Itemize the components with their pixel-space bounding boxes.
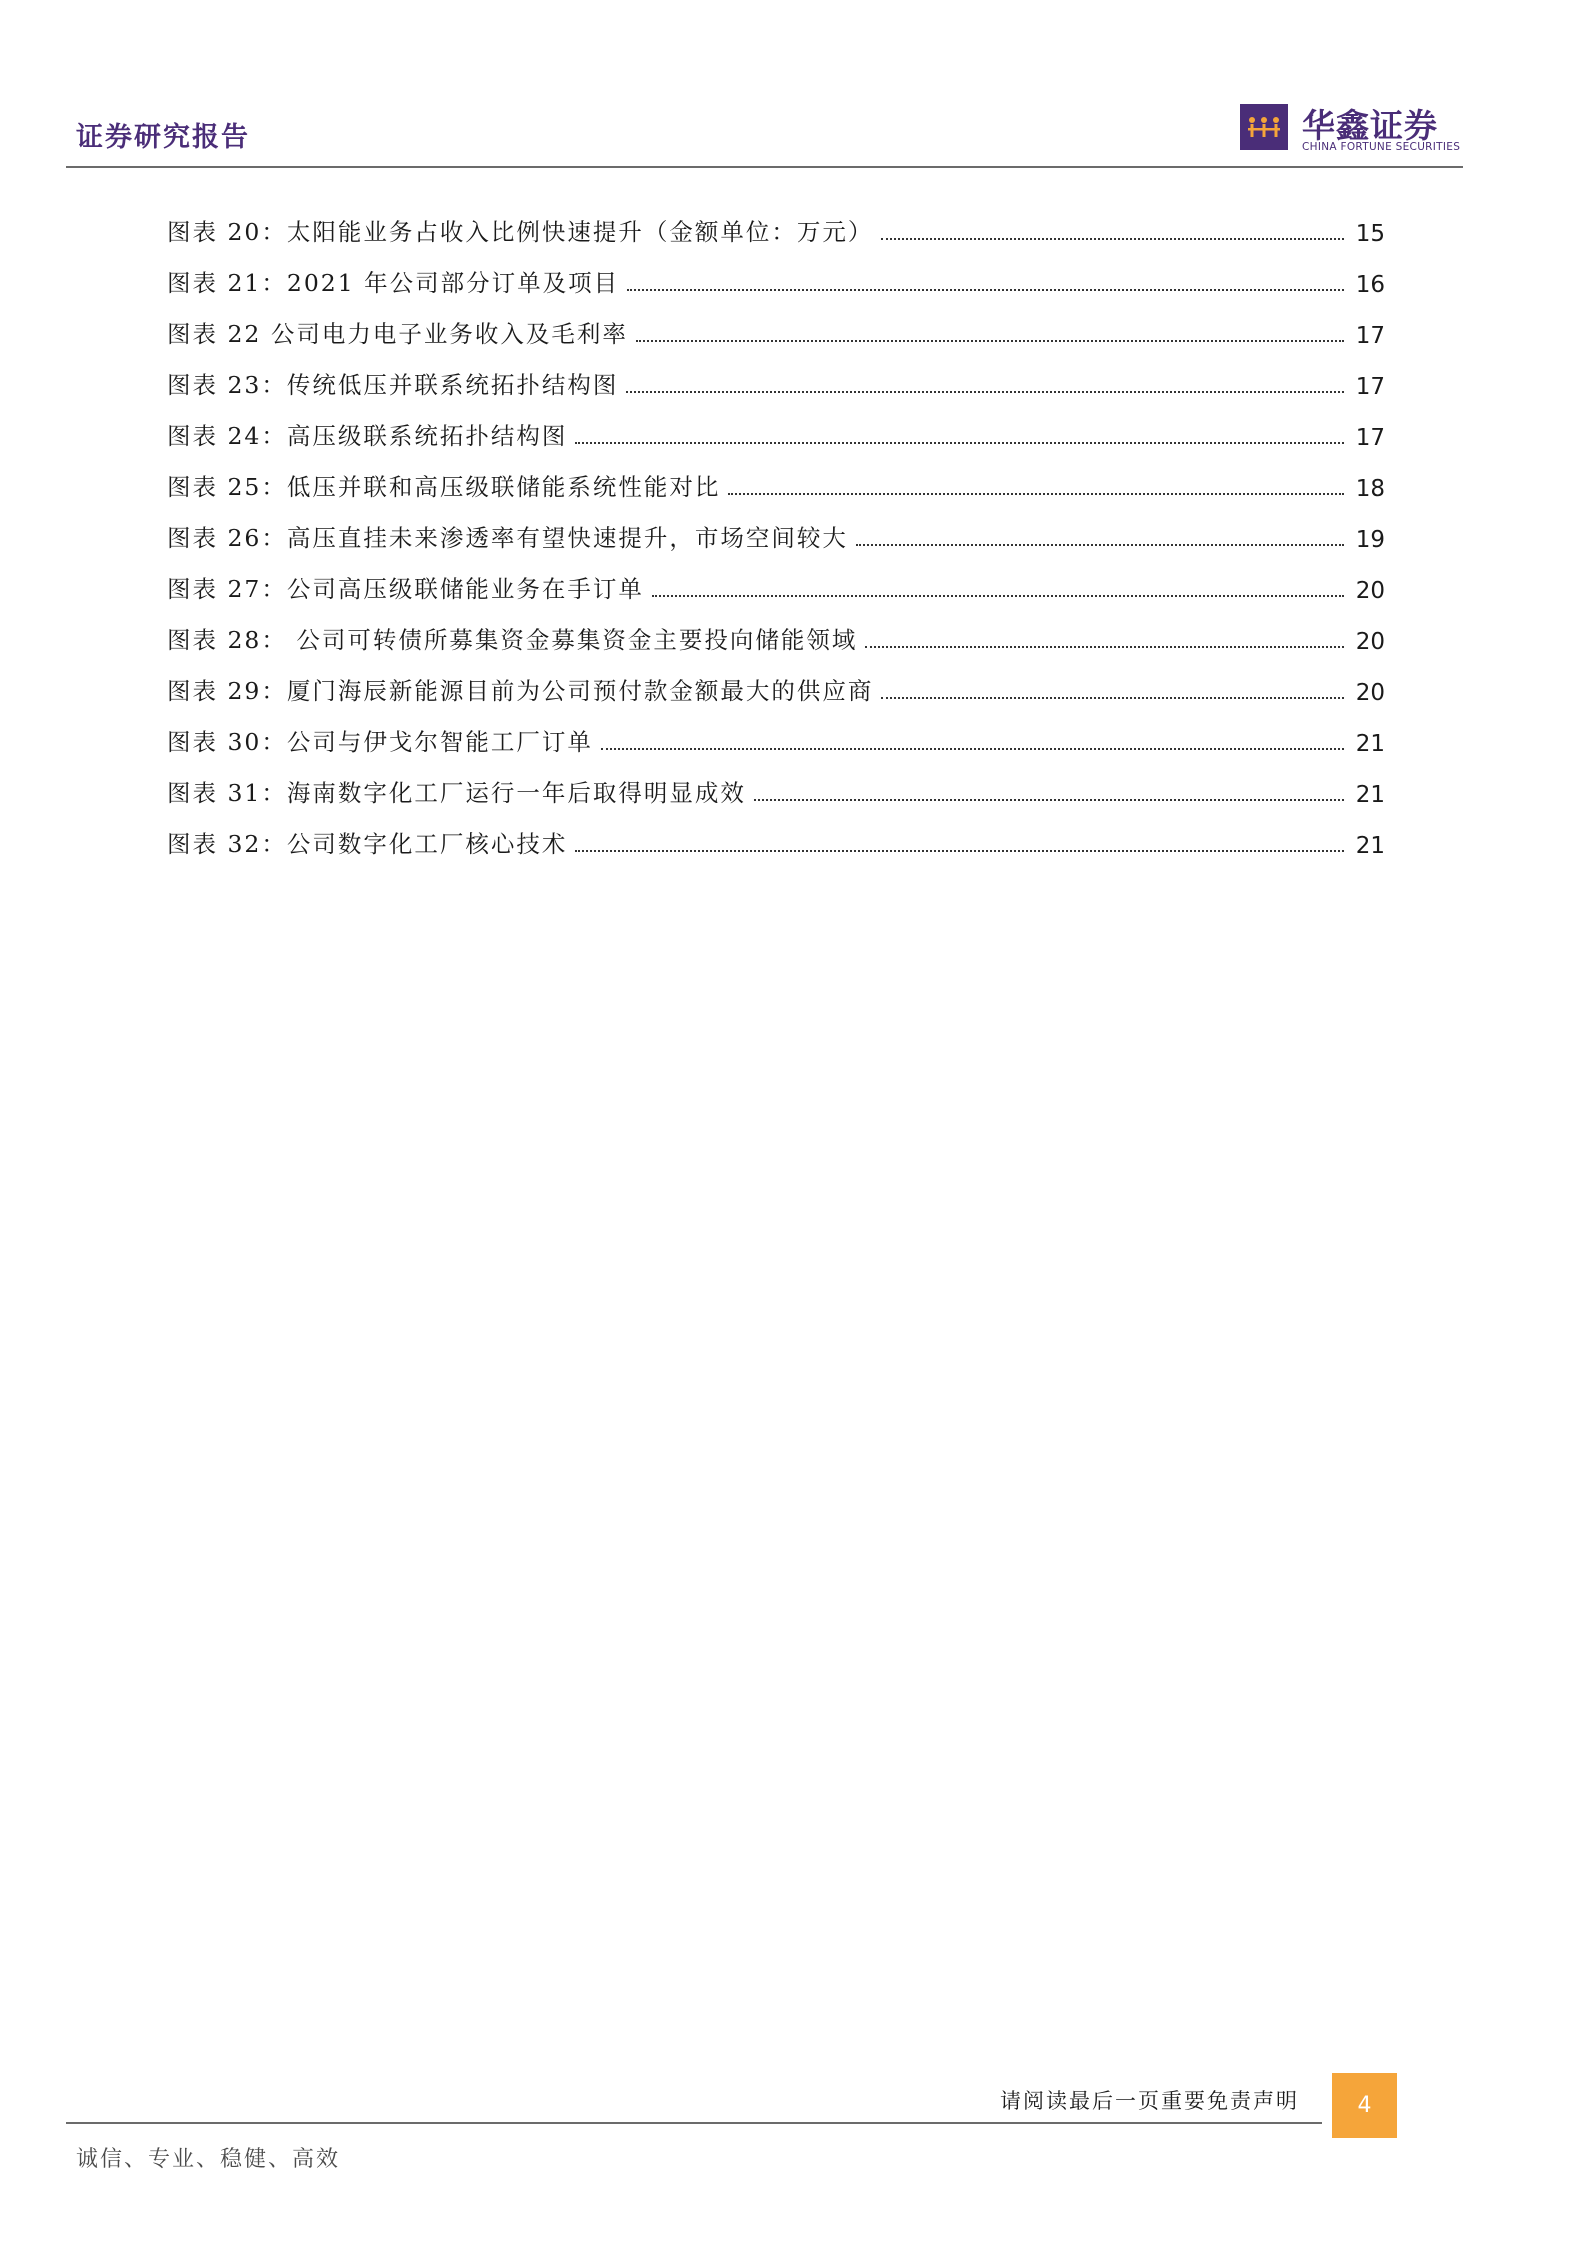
dot-leader (601, 748, 1344, 750)
logo-chinese-name: 华鑫证券 (1302, 106, 1438, 145)
toc-entry-page: 20 (1355, 629, 1385, 655)
toc-entry-page: 18 (1355, 476, 1385, 502)
dot-leader (575, 850, 1343, 852)
dot-leader (881, 697, 1343, 699)
toc-entry-page: 17 (1355, 374, 1385, 400)
toc-entry-page: 19 (1355, 527, 1385, 553)
toc-entry-title: 图表 29：厦门海辰新能源目前为公司预付款金额最大的供应商 (167, 677, 874, 705)
toc-entry[interactable] (167, 706, 1385, 757)
toc-entry[interactable] (167, 604, 1385, 655)
dot-leader (652, 595, 1344, 597)
toc-entry-page: 20 (1355, 578, 1385, 604)
toc-entry[interactable] (167, 808, 1385, 859)
toc-entry-title: 图表 26：高压直挂未来渗透率有望快速提升，市场空间较大 (167, 524, 848, 552)
toc-entry-title: 图表 24：高压级联系统拓扑结构图 (167, 422, 568, 450)
toc-entry-page: 17 (1355, 425, 1385, 451)
toc-entry[interactable] (167, 757, 1385, 808)
toc-entry-title: 图表 25：低压并联和高压级联储能系统性能对比 (167, 473, 721, 501)
footer-divider (66, 2122, 1322, 2124)
disclaimer-notice: 请阅读最后一页重要免责声明 (1000, 2089, 1299, 2113)
toc-entry-title: 图表 21：2021 年公司部分订单及项目 (167, 269, 620, 297)
toc-entry[interactable] (167, 247, 1385, 298)
toc-entry-title: 图表 32：公司数字化工厂核心技术 (167, 830, 568, 858)
dot-leader (636, 340, 1344, 342)
dot-leader (865, 646, 1343, 648)
toc-entry[interactable] (167, 502, 1385, 553)
toc-entry[interactable] (167, 451, 1385, 502)
dot-leader (856, 544, 1344, 546)
dot-leader (627, 289, 1344, 291)
toc-entry-page: 17 (1355, 323, 1385, 349)
toc-entry-title: 图表 22 公司电力电子业务收入及毛利率 (167, 320, 628, 348)
toc-entry-title: 图表 20：太阳能业务占收入比例快速提升（金额单位：万元） (167, 218, 874, 246)
figure-list (167, 196, 1385, 859)
company-logo (1240, 104, 1461, 154)
toc-entry-page: 21 (1355, 782, 1385, 808)
header-divider (66, 166, 1463, 168)
toc-entry-page: 15 (1355, 221, 1385, 247)
dot-leader (881, 238, 1343, 240)
toc-entry[interactable] (167, 349, 1385, 400)
toc-entry-page: 21 (1355, 833, 1385, 859)
toc-entry[interactable] (167, 553, 1385, 604)
toc-entry-title: 图表 28： 公司可转债所募集资金募集资金主要投向储能领域 (167, 626, 858, 654)
dot-leader (626, 391, 1343, 393)
toc-entry-title: 图表 23：传统低压并联系统拓扑结构图 (167, 371, 619, 399)
toc-entry[interactable] (167, 298, 1385, 349)
dot-leader (728, 493, 1343, 495)
logo-english-name: CHINA FORTUNE SECURITIES (1302, 141, 1461, 153)
dot-leader (575, 442, 1343, 444)
page-number-badge (1332, 2073, 1397, 2138)
page-number: 4 (1357, 2093, 1372, 2118)
toc-entry[interactable] (167, 196, 1385, 247)
dot-leader (754, 799, 1344, 801)
toc-entry-title: 图表 31：海南数字化工厂运行一年后取得明显成效 (167, 779, 746, 807)
company-slogan: 诚信、专业、稳健、高效 (76, 2147, 341, 2172)
toc-entry-page: 21 (1355, 731, 1385, 757)
toc-entry-title: 图表 30：公司与伊戈尔智能工厂订单 (167, 728, 593, 756)
toc-entry[interactable] (167, 400, 1385, 451)
toc-entry[interactable] (167, 655, 1385, 706)
toc-entry-page: 16 (1355, 272, 1385, 298)
toc-entry-title: 图表 27：公司高压级联储能业务在手订单 (167, 575, 644, 603)
report-type-title: 证券研究报告 (76, 122, 250, 153)
logo-mark-icon (1240, 104, 1288, 150)
toc-entry-page: 20 (1355, 680, 1385, 706)
